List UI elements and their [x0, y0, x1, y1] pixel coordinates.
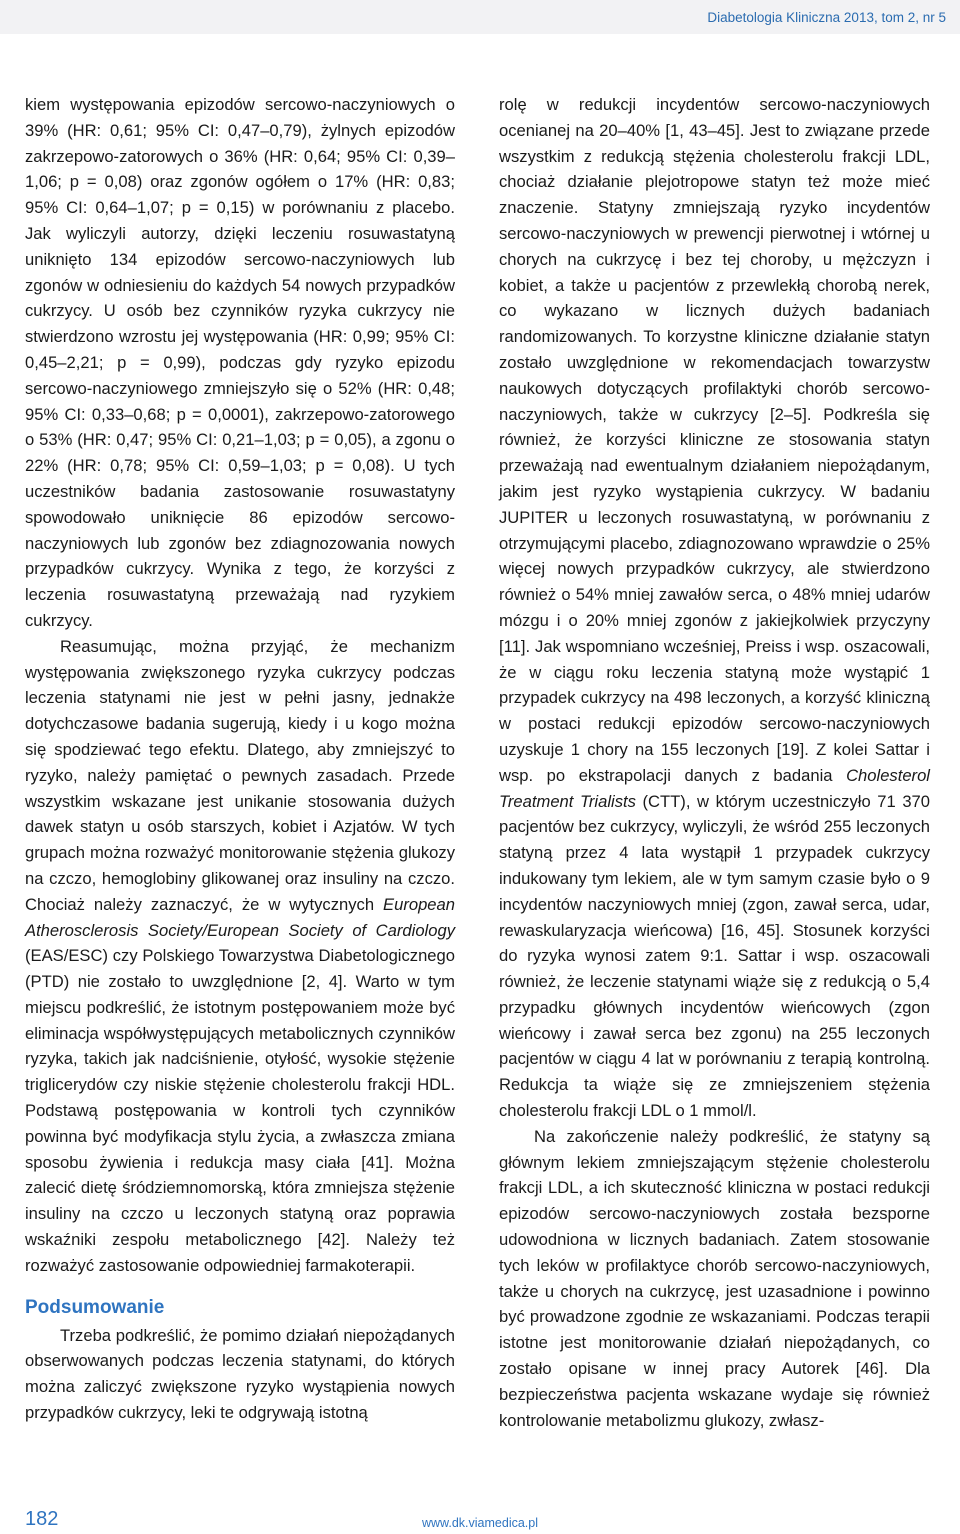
journal-citation: Diabetologia Kliniczna 2013, tom 2, nr 5 — [707, 9, 946, 25]
footer-url[interactable]: www.dk.viamedica.pl — [421, 1516, 538, 1530]
paragraph-text: (EAS/ESC) czy Polskiego Towarzystwa Diabetologicznego (PTD) nie zostało to uwzględnione [2, 4]. Warto w tym miejscu podkreślić, że istotnym postępowaniem może być eliminacja współwystępujących metabolicznych czynników ryzyka, takich jak nadciśnienie, otyłość, wysokie stężenie triglicerydów czy niskie stężenie cholesterolu frakcji HDL. Podstawą postępowania w kontroli tych czynników powinna być modyfikacja stylu życia, a zwłaszcza zmiana sposobu żywienia i redukcja masy ciała [41]. Można zalecić dietę śródziemnomorską, która zmniejsza stężenie insuliny na czczo u leczonych statyną oraz poprawia wskaźniki zespołu metabolicznego [42]. Należy też rozważyć zastosowanie odpowiedniej farmakoterapii. — [25, 946, 455, 1275]
guideline-name: European Atherosclerosis Society/European Society of Cardiology — [25, 894, 455, 940]
body-paragraph — [25, 634, 455, 1279]
running-header — [0, 0, 960, 34]
page-number: 182 — [25, 1508, 59, 1530]
left-column — [25, 92, 455, 1426]
paragraph-text: Reasumując, można przyjąć, że mechanizm występowania zwiększonego ryzyka cukrzycy podczas leczenia statynami nie jest w pełni jasny, jednakże dotychczasowe badania sugerują, kiedy i u kogo można się spodziewać tego efektu. Dlatego, aby zmniejszyć to ryzyko, należy pamiętać o pewnych zasadach. Przede wszystkim wskazane jest unikanie stosowania dużych dawek statyn u osób starszych, kobiet i Azjatów. W tych grupach można rozważyć monitorowanie stężenia glukozy na czczo, hemoglobiny glikowanej oraz insuliny na czczo. Chociaż należy zaznaczyć, że w wytycznych — [25, 636, 455, 914]
body-paragraph: Trzeba podkreślić, że pomimo działań niepożądanych obserwowanych podczas leczenia statynami, do których można zaliczyć zwiększone ryzyko wystąpienia nowych przypadków cukrzycy, leki te odgrywają istotną — [25, 1325, 455, 1423]
body-paragraph: Na zakończenie należy podkreślić, że statyny są głównym lekiem zmniejszającym stężenie cholesterolu frakcji LDL, a ich skuteczność kliniczna w postaci redukcji epizodów sercowo-naczyniowych została bezsporne udowodniona w licznych badaniach. Zatem stosowanie tych leków w profilaktyce chorób sercowo-naczyniowych, także u chorych na cukrzycę, jest uzasadnione i powinno być prowadzone zgodnie ze wskazaniami. Podczas terapii istotne jest monitorowanie działań niepożądanych, co zostało opisane w innej pracy Autorek [46]. Dla bezpieczeństwa pacjenta wskazane wydaje się również kontrolowanie metabolizmu glukozy, zwłasz- — [499, 1126, 930, 1430]
section-heading: Podsumowanie — [25, 1296, 165, 1318]
right-column — [499, 92, 930, 1433]
study-name: Cholesterol Treatment Trialists — [499, 765, 930, 811]
body-paragraph: kiem występowania epizodów sercowo-naczyniowych o 39% (HR: 0,61; 95% CI: 0,47–0,79), żylnych epizodów zakrzepowo-zatorowych o 36% (HR: 0,64; 95% CI: 0,39–1,06; p = 0,08) oraz zgonów ogółem o 17% (HR: 0,83; 95% CI: 0,64–1,07; p = 0,15) w porównaniu z placebo. Jak wyliczyli autorzy, dzięki leczeniu rosuwastatyną uniknięto 134 epizodów sercowo-naczyniowych lub zgonów w odniesieniu do każdych 54 nowych przypadków cukrzycy. U osób bez czynników ryzyka cukrzycy nie stwierdzono wzrostu jej występowania (HR: 0,99; 95% CI: 0,45–2,21; p = 0,99), podczas gdy ryzyko epizodu sercowo-naczyniowego zmniejszyło się o 52% (HR: 0,48; 95% CI: 0,33–0,68; p = 0,0001), zakrzepowo-zatorowego o 53% (HR: 0,47; 95% CI: 0,21–1,03; p = 0,05), a zgonu o 22% (HR: 0,78; 95% CI: 0,59–1,03; p = 0,08). U tych uczestników badania zastosowanie rosuwastatyny spowodowało uniknięcie 86 epizodów sercowo-naczyniowych lub zgonów bez zdiagnozowania nowych przypadków cukrzycy. Wynika z tego, że korzyści z leczenia rosuwastatyną przeważają nad ryzykiem cukrzycy. — [25, 95, 455, 630]
body-paragraph — [499, 92, 930, 1124]
paragraph-text: (CTT), w którym uczestniczyło 71 370 pacjentów bez cukrzycy, wyliczyli, że wśród 255 leczonych statyną przez 4 lata wystąpił 1 przypadek cukrzycy indukowany tym lekiem, ale w tym samym czasie było o 9 incydentów naczyniowych mniej (zgon, zawał serca, udar, rewaskularyzacja wieńcowa) [16, 45]. Stosunek korzyści do ryzyka wynosi zatem 9:1. Sattar i wsp. oszacowali również, że leczenie statynami wiąże się z redukcją o 5,4 przypadku głównych incydentów wieńcowych (zgon wieńcowy i zawał serca bez zgonu) na 255 leczonych pacjentów w ciągu 4 lat w porównaniu z terapią kontrolną. Redukcja ta wiąże się ze zmniejszeniem stężenia cholesterolu frakcji LDL o 1 mmol/l. — [499, 791, 931, 1121]
paragraph-text: rolę w redukcji incydentów sercowo-naczyniowych ocenianej na 20–40% [1, 43–45]. Jest to związane przede wszystkim z redukcją stężenia cholesterolu frakcji LDL, chociaż działanie plejotropowe statyn też może mieć znaczenie. Statyny zmniejszają ryzyko incydentów sercowo-naczyniowych w prewencji pierwotnej i wtórnej u chorych na cukrzycę i bez tej choroby, u mężczyzn i kobiet, a także u pacjentów z przewlekłą chorobą nerek, co wykazano w licznych dużych badaniach randomizowanych. To korzystne kliniczne działanie statyn zostało uwzględnione w rekomendacjach towarzystw naukowych dotyczących profilaktyki chorób sercowo-naczyniowych, także w cukrzycy [2–5]. Podkreśla się również, że korzyści kliniczne ze stosowania statyn przeważają nad ewentualnym działaniem niepożądanym, jakim jest ryzyko wystąpienia cukrzycy. W badaniu JUPITER u leczonych rosuwastatyną, w porównaniu z otrzymującymi placebo, zdiagnozowano wprawdzie o 25% więcej nowych przypadków cukrzycy, ale stwierdzono również o 54% mniej zawałów serca, o 48% mniej udarów mózgu i o 20% mniej zgonów z jakiejkolwiek przyczyny [11]. Jak wspomniano wcześniej, Preiss i wsp. oszacowali, że w ciągu roku leczenia statyną może wystąpić 1 przypadek cukrzycy na 498 leczonych, a korzyść kliniczną w postaci redukcji epizodów sercowo-naczyniowych uzyskuje 1 chory na 155 leczonych [19]. Z kolei Sattar i wsp. po ekstrapolacji danych z badania — [499, 95, 930, 785]
